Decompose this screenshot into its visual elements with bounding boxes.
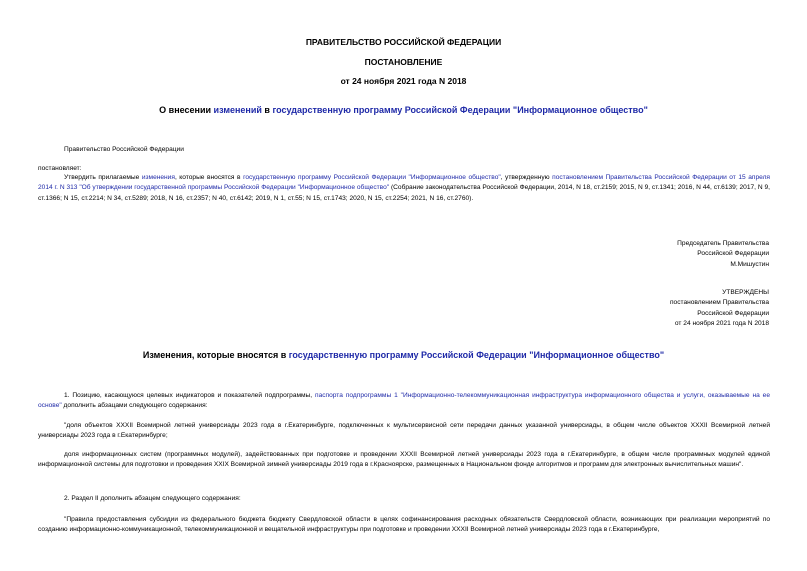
item-1-text-1: 1. Позицию, касающуюся целевых индикаторов и показателей подпрограммы, (64, 392, 316, 399)
preamble-issuer: Правительство Российской Федерации (64, 146, 184, 153)
approved-country: Российской Федерации (697, 309, 769, 317)
document-title (0, 105, 807, 115)
signature-name: М.Мишустин (730, 260, 769, 268)
approved-heading: УТВЕРЖДЕНЫ (722, 289, 769, 296)
header-government: ПРАВИТЕЛЬСТВО РОССИЙСКОЙ ФЕДЕРАЦИИ (305, 37, 502, 47)
approved-date: от 24 ноября 2021 года N 2018 (674, 320, 769, 328)
changes-title (0, 350, 807, 360)
approved-by: постановлением Правительства (669, 299, 769, 307)
item-2-paragraph: 2. Раздел II дополнить абзацем следующего содержания: (64, 495, 241, 502)
header-resolution: ПОСТАНОВЛЕНИЕ (364, 57, 443, 67)
header-date: от 24 ноября 2021 года N 2018 (340, 76, 467, 86)
approve-link-changes[interactable]: изменения (141, 174, 175, 181)
approve-text-4: (Собрание законодательства Российской Федерации, 2014, N 18, ст.2159; 2015, N 9, ст.1341; 2016, N 44, ст.6139; 2017, N 9, ст.1366; N 15, ст.2214; N 34, ст.5289; 2018, N 16, ст.2357; N 40, ст.6142; 2019, N 1, ст.55; N 15, ст.1743; 2020, N 15, ст.2254; 2021, N 16, ст.2760). (38, 184, 770, 202)
item-1-link[interactable]: паспорта подпрограммы 1 "Информационно-телекоммуникационная инфраструктура информационного общества и услуги, оказываемые на ее основе" (38, 392, 770, 410)
item-1-text-2: дополнить абзацами следующего содержания: (61, 402, 208, 410)
approved-block (569, 288, 769, 330)
quote-paragraph-1: "доля объектов XXXII Всемирной летней универсиады 2023 года в г.Екатеринбурге, подключенных к мультисервисной сети передачи данных указанной универсиады, в общем числе объектов XXXII Всемирной летней универсиады 2023 года в г.Екатеринбурге; (38, 422, 770, 440)
item-1-paragraph (38, 391, 770, 412)
changes-title-text: Изменения, которые вносятся в (142, 350, 289, 360)
title-link-changes[interactable]: изменений (213, 105, 262, 115)
approve-text-1: Утвердить прилагаемые (64, 174, 142, 181)
approve-link-program[interactable]: государственную программу Российской Федерации "Информационное общество" (243, 174, 501, 181)
signature-block (569, 239, 769, 270)
title-link-program[interactable]: государственную программу Российской Федерации "Информационное общество" (272, 105, 648, 115)
signature-country: Российской Федерации (697, 250, 769, 258)
preamble-resolves: постановляет: (38, 165, 82, 172)
title-text-1: О внесении (159, 105, 214, 115)
signature-position: Председатель Правительства (677, 240, 769, 247)
approve-link-resolution[interactable]: постановлением Правительства Российской Федерации от 15 апреля 2014 г. N 313 "Об утверждении государственной программы Российской Федерации "Информационное общество" (38, 174, 770, 192)
title-text-2: в (261, 105, 273, 115)
changes-title-link[interactable]: государственную программу Российской Федерации "Информационное общество" (288, 350, 665, 360)
approve-paragraph (38, 173, 770, 204)
approve-text-2: , которые вносятся в (174, 174, 244, 181)
quote-paragraph-2: доля информационных систем (программных модулей), задействованных при подготовке и проведении XXXII Всемирной летней универсиады 2023 года в г.Екатеринбурге, в общем числе программных модулей единой информационной системы для подготовки и проведения XXIX Всемирной зимней универсиады 2019 года в г.Красноярске, размещенных в Национальном фонде алгоритмов и программ для электронных вычислительных машин". (38, 451, 770, 469)
approve-text-3: , утвержденную (500, 174, 553, 181)
quote-paragraph-3: "Правила предоставления субсидии из федерального бюджета бюджету Свердловской области в целях софинансирования расходных обязательств Свердловской области, возникающих при реализации мероприятий по созданию информационно-коммуникационной, телекоммуникационной и вещательной инфраструктуры при подготовке и проведении XXXII Всемирной летней универсиады 2023 года в г.Екатеринбурге, (38, 516, 770, 534)
